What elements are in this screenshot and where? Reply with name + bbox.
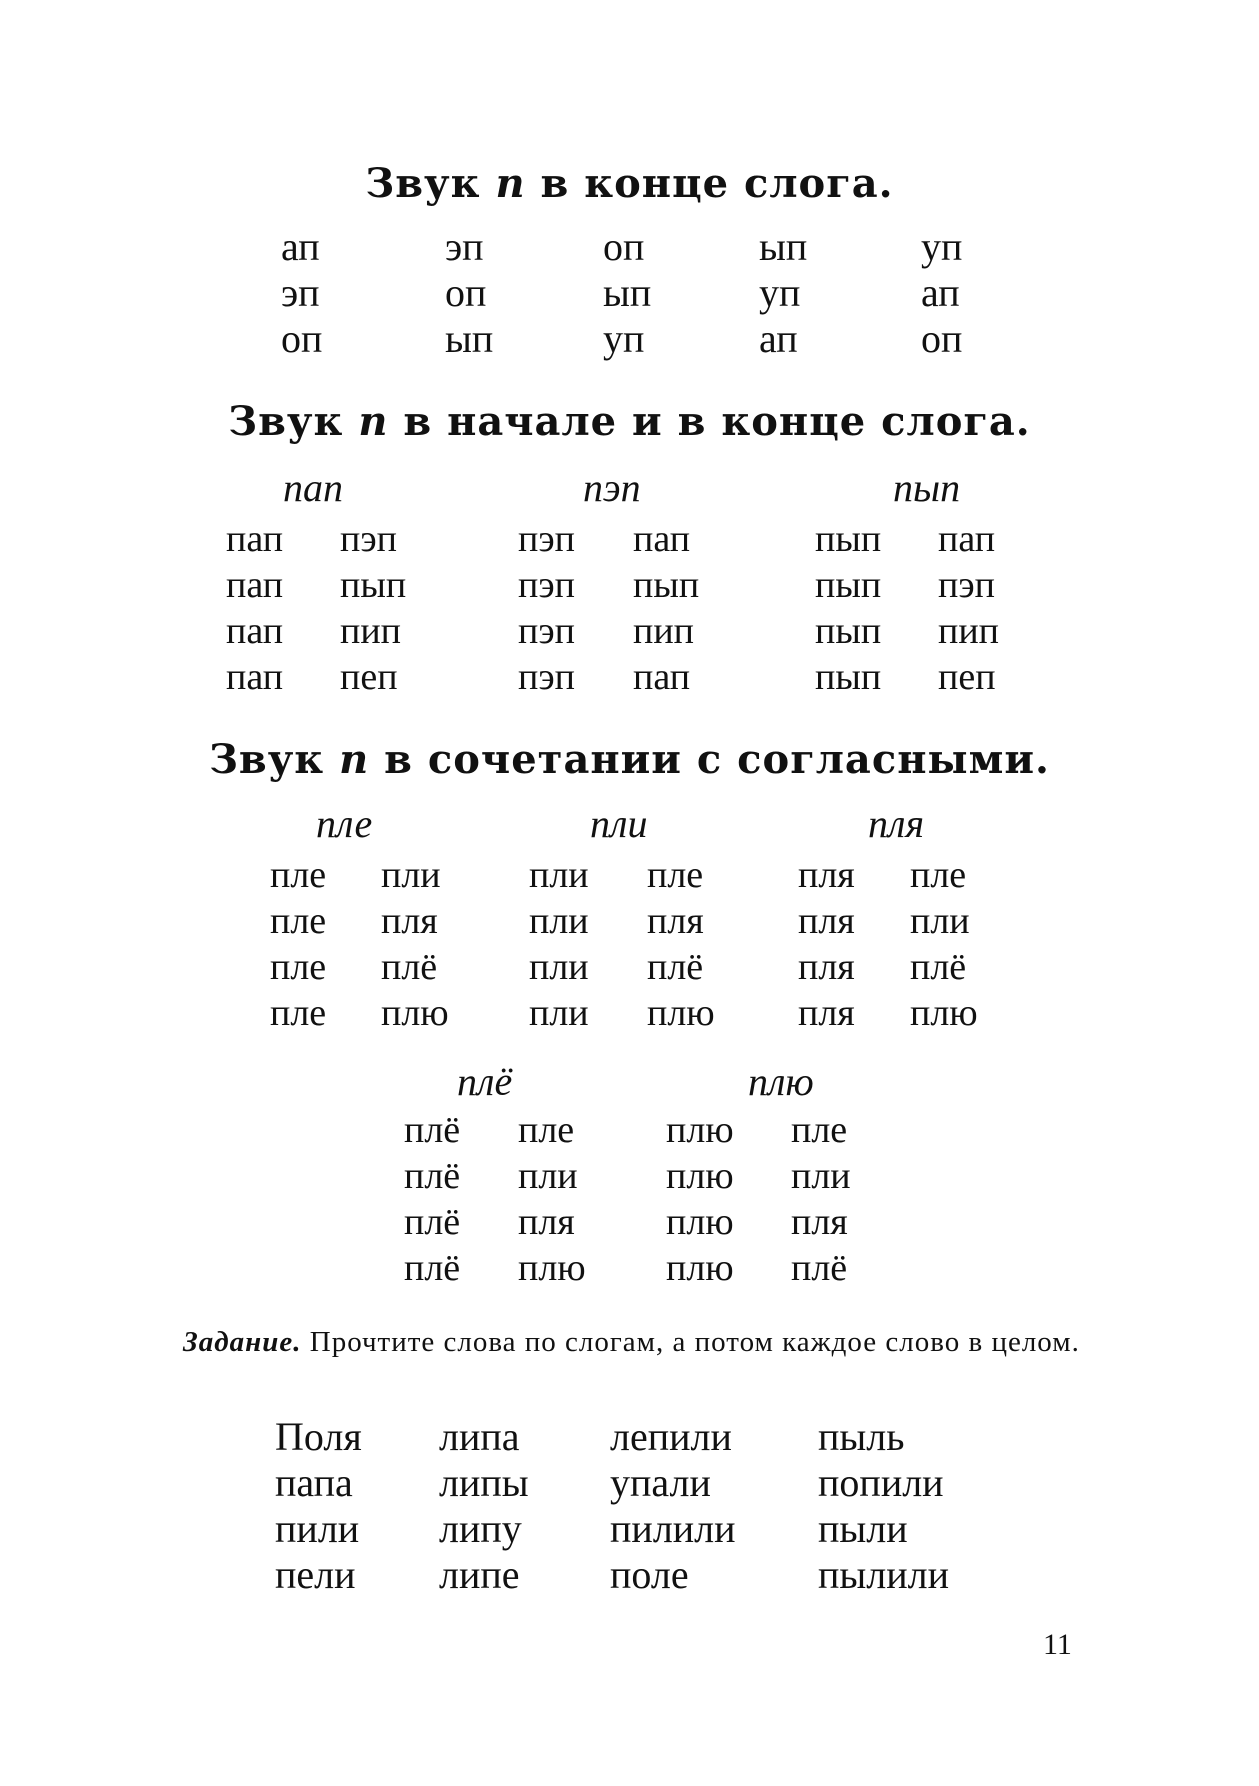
s3-cell: пли xyxy=(910,900,970,942)
s3b-cell: пле xyxy=(518,1109,575,1151)
s2-cell: пап xyxy=(633,656,691,698)
word-cell: попили xyxy=(818,1460,944,1505)
s3b-cell: пля xyxy=(518,1201,575,1243)
section2-title-pre: Звук xyxy=(228,398,344,445)
s3b-cell: плю xyxy=(666,1201,734,1243)
s3b-cell: плю xyxy=(666,1109,734,1151)
word-cell: упали xyxy=(610,1460,711,1505)
s3-cell: плю xyxy=(910,992,978,1034)
s2-cell: пып xyxy=(815,656,882,698)
s3-cell: пля xyxy=(381,900,438,942)
section1-title-letter: п xyxy=(495,160,526,207)
word-cell: папа xyxy=(275,1460,353,1505)
s3-cell: плё xyxy=(381,946,438,988)
s2-cell: пип xyxy=(633,610,695,652)
s3-cell: пле xyxy=(647,854,704,896)
s2-cell: пэп xyxy=(938,564,995,606)
s3-cell: пле xyxy=(270,946,327,988)
s2-cell: пып xyxy=(815,564,882,606)
section2-label-3: пып xyxy=(893,465,961,510)
section3-label-5: плю xyxy=(748,1059,814,1104)
s3-cell: пли xyxy=(529,946,589,988)
s2-cell: пып xyxy=(340,564,407,606)
s2-cell: пап xyxy=(226,564,284,606)
s3-cell: плю xyxy=(381,992,449,1034)
s3b-cell: плю xyxy=(666,1155,734,1197)
s3-cell: пля xyxy=(798,900,855,942)
s3b-cell: плё xyxy=(791,1247,848,1289)
section3-title-letter: п xyxy=(339,736,370,783)
s3b-cell: пля xyxy=(791,1201,848,1243)
s3b-cell: плё xyxy=(404,1155,461,1197)
word-cell: пылили xyxy=(818,1552,950,1597)
s1-cell: ып xyxy=(445,316,494,361)
s1-cell: уп xyxy=(921,224,963,269)
s3b-cell: плю xyxy=(518,1247,586,1289)
s1-cell: оп xyxy=(281,316,323,361)
task-label: Задание. xyxy=(183,1326,302,1358)
s3b-cell: пле xyxy=(791,1109,848,1151)
word-cell: поле xyxy=(610,1552,689,1597)
s2-cell: пеп xyxy=(938,656,996,698)
s1-cell: оп xyxy=(603,224,645,269)
s1-cell: ап xyxy=(281,224,320,269)
s3-cell: пле xyxy=(910,854,967,896)
word-cell: липа xyxy=(439,1414,520,1459)
s2-cell: пэп xyxy=(518,610,575,652)
s2-cell: пэп xyxy=(340,518,397,560)
word-cell: пели xyxy=(275,1552,356,1597)
section3-title-post: в сочетании с согласными. xyxy=(384,736,1050,783)
section3-title-pre: Звук xyxy=(209,736,325,783)
s3-cell: плё xyxy=(647,946,704,988)
s1-cell: оп xyxy=(445,270,487,315)
s3b-cell: пли xyxy=(518,1155,578,1197)
s3b-cell: плё xyxy=(404,1109,461,1151)
s3b-cell: пли xyxy=(791,1155,851,1197)
s2-cell: пып xyxy=(815,610,882,652)
task-text: Прочтите слова по слогам, а потом каждое слово в целом. xyxy=(301,1326,1080,1358)
section2-title-post: в начале и в конце слога. xyxy=(403,398,1031,445)
s3-cell: пли xyxy=(381,854,441,896)
word-cell: липы xyxy=(439,1460,529,1505)
s2-cell: пап xyxy=(226,518,284,560)
s1-cell: ап xyxy=(759,316,798,361)
s3-cell: пли xyxy=(529,992,589,1034)
section3-label-2: пли xyxy=(590,801,648,846)
s3-cell: пле xyxy=(270,992,327,1034)
word-cell: пили xyxy=(275,1506,360,1551)
s2-cell: пип xyxy=(340,610,402,652)
s3-cell: пля xyxy=(647,900,704,942)
s3-cell: пли xyxy=(529,854,589,896)
s3-cell: пля xyxy=(798,946,855,988)
s3-cell: пле xyxy=(270,900,327,942)
s1-cell: ып xyxy=(603,270,652,315)
s1-cell: ап xyxy=(921,270,960,315)
s3b-cell: плю xyxy=(666,1247,734,1289)
s2-cell: пып xyxy=(815,518,882,560)
s2-cell: пэп xyxy=(518,518,575,560)
s3-cell: пля xyxy=(798,854,855,896)
word-cell: липу xyxy=(439,1506,522,1551)
page-number: 11 xyxy=(1043,1628,1072,1661)
word-cell: Поля xyxy=(275,1414,362,1459)
section1-title-pre: Звук xyxy=(365,160,481,207)
section1-title xyxy=(0,160,1259,207)
s1-cell: эп xyxy=(281,270,320,315)
s2-cell: пап xyxy=(938,518,996,560)
word-cell: лепили xyxy=(610,1414,732,1459)
s1-cell: оп xyxy=(921,316,963,361)
s1-cell: уп xyxy=(603,316,645,361)
section3-label-1: пле xyxy=(316,801,373,846)
word-cell: пилили xyxy=(610,1506,736,1551)
s3-cell: плю xyxy=(647,992,715,1034)
task-paragraph xyxy=(183,1322,1083,1363)
s2-cell: пап xyxy=(226,656,284,698)
s3-cell: плё xyxy=(910,946,967,988)
s1-cell: эп xyxy=(445,224,484,269)
word-cell: пыль xyxy=(818,1414,905,1459)
s2-cell: пэп xyxy=(518,564,575,606)
s3b-cell: плё xyxy=(404,1201,461,1243)
s1-cell: ып xyxy=(759,224,808,269)
s2-cell: пэп xyxy=(518,656,575,698)
word-cell: пыли xyxy=(818,1506,908,1551)
s3-cell: пле xyxy=(270,854,327,896)
s1-cell: уп xyxy=(759,270,801,315)
s3-cell: пля xyxy=(798,992,855,1034)
s2-cell: пып xyxy=(633,564,700,606)
section3-label-4: плё xyxy=(457,1059,513,1104)
section2-label-1: пап xyxy=(283,465,343,510)
section1-title-post: в конце слога. xyxy=(540,160,894,207)
s2-cell: пип xyxy=(938,610,1000,652)
section3-title xyxy=(0,736,1259,783)
word-cell: липе xyxy=(439,1552,520,1597)
s3b-cell: плё xyxy=(404,1247,461,1289)
s2-cell: пап xyxy=(226,610,284,652)
section2-title-letter: п xyxy=(358,398,389,445)
s2-cell: пеп xyxy=(340,656,398,698)
s2-cell: пап xyxy=(633,518,691,560)
section3-label-3: пля xyxy=(868,801,925,846)
section2-label-2: пэп xyxy=(583,465,641,510)
s3-cell: пли xyxy=(529,900,589,942)
section2-title xyxy=(0,398,1259,445)
